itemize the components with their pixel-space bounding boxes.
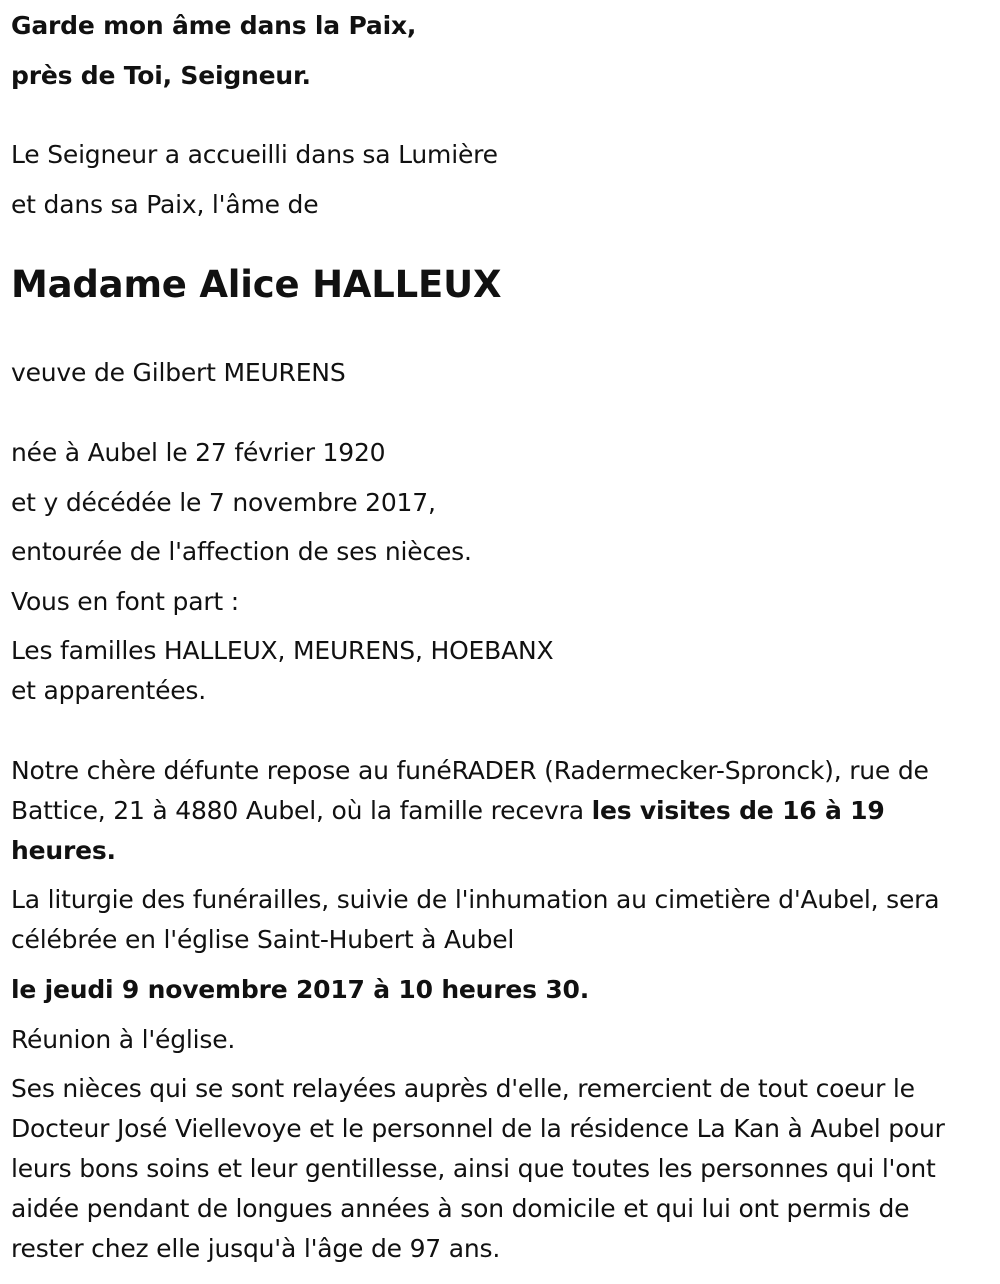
announcement-intro: Vous en font part : xyxy=(11,587,239,616)
visitation-paragraph xyxy=(11,751,986,871)
funeral-paragraph: La liturgie des funérailles, suivie de l'inhumation au cimetière d'Aubel, sera célébrée en l'église Saint-Hubert à Aubel xyxy=(11,885,940,954)
spouse-line: veuve de Gilbert MEURENS xyxy=(11,358,346,387)
related-line: et apparentées. xyxy=(11,676,206,705)
meeting-line: Réunion à l'église. xyxy=(11,1025,236,1054)
prayer-line-1: Garde mon âme dans la Paix, xyxy=(11,11,417,40)
prayer-line-2: près de Toi, Seigneur. xyxy=(11,61,311,90)
families-line: Les familles HALLEUX, MEURENS, HOEBANX xyxy=(11,636,554,665)
intro-line-1: Le Seigneur a accueilli dans sa Lumière xyxy=(11,140,498,169)
intro-line-2: et dans sa Paix, l'âme de xyxy=(11,190,319,219)
visitation-text: Notre chère défunte repose au funéRADER (Radermecker-Spronck), rue de Battice, 21 à 4880 Aubel, où la famille recevra xyxy=(11,756,929,825)
surrounded-line: entourée de l'affection de ses nièces. xyxy=(11,537,472,566)
deceased-name: Madame Alice HALLEUX xyxy=(11,263,502,306)
funeral-date: le jeudi 9 novembre 2017 à 10 heures 30. xyxy=(11,975,590,1004)
death-line: et y décédée le 7 novembre 2017, xyxy=(11,488,436,517)
thanks-paragraph: Ses nièces qui se sont relayées auprès d'elle, remercient de tout coeur le Docteur José Viellevoye et le personnel de la résidence La Kan à Aubel pour leurs bons soins et leur gentillesse, ainsi que toutes les personnes qui l'ont aidée pendant de longues années à son domicile et qui lui ont permis de rester chez elle jusqu'à l'âge de 97 ans. xyxy=(11,1074,945,1263)
visitation-hours: les visites de 16 à 19 heures. xyxy=(11,796,885,865)
birth-line: née à Aubel le 27 février 1920 xyxy=(11,438,386,467)
